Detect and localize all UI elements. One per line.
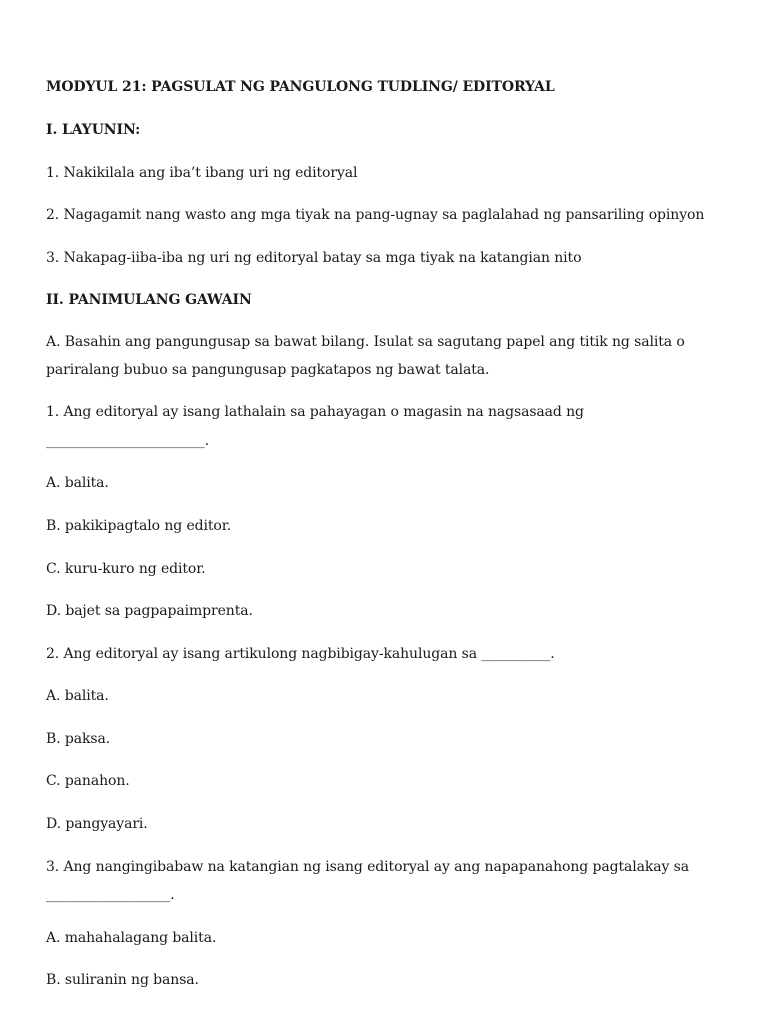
question-1-blank: _______________________. xyxy=(46,433,210,449)
question-3-stem: 3. Ang nangingibabaw na katangian ng isang editoryal ay ang napapanahong pagtalakay sa xyxy=(46,859,689,875)
question-3-choice: A. mahahalagang balita. xyxy=(46,930,217,946)
question-2-choice: A. balita. xyxy=(46,688,109,704)
question-1-stem: 1. Ang editoryal ay isang lathalain sa pahayagan o magasin na nagsasaad ng xyxy=(46,404,584,420)
question-3-blank: __________________. xyxy=(46,887,175,903)
objective-item: 1. Nakikilala ang iba’t ibang uri ng editoryal xyxy=(46,165,358,181)
question-2-choice: B. paksa. xyxy=(46,731,111,747)
question-1-choice: A. balita. xyxy=(46,475,109,491)
section-heading-panimulang-gawain: II. PANIMULANG GAWAIN xyxy=(46,292,252,308)
section-heading-layunin: I. LAYUNIN: xyxy=(46,122,141,138)
question-1-choice: B. pakikipagtalo ng editor. xyxy=(46,518,232,534)
question-3-choice: B. suliranin ng bansa. xyxy=(46,972,199,988)
question-2-choice: D. pangyayari. xyxy=(46,816,148,832)
objective-item: 2. Nagagamit nang wasto ang mga tiyak na pang-ugnay sa paglalahad ng pansariling opinyon xyxy=(46,207,705,223)
question-2-choice: C. panahon. xyxy=(46,773,130,789)
question-2-stem: 2. Ang editoryal ay isang artikulong nagbibigay-kahulugan sa __________. xyxy=(46,646,555,662)
question-1-choice: C. kuru-kuro ng editor. xyxy=(46,561,206,577)
objective-item: 3. Nakapag-iiba-iba ng uri ng editoryal batay sa mga tiyak na katangian nito xyxy=(46,250,582,266)
question-1-choice: D. bajet sa pagpapaimprenta. xyxy=(46,603,253,619)
module-title: MODYUL 21: PAGSULAT NG PANGULONG TUDLING/ EDITORYAL xyxy=(46,79,555,95)
instructions-paragraph: A. Basahin ang pangungusap sa bawat bilang. Isulat sa sagutang papel ang titik ng salita o pariralang bubuo sa pangungusap pagkatapos ng bawat talata. xyxy=(46,334,685,378)
